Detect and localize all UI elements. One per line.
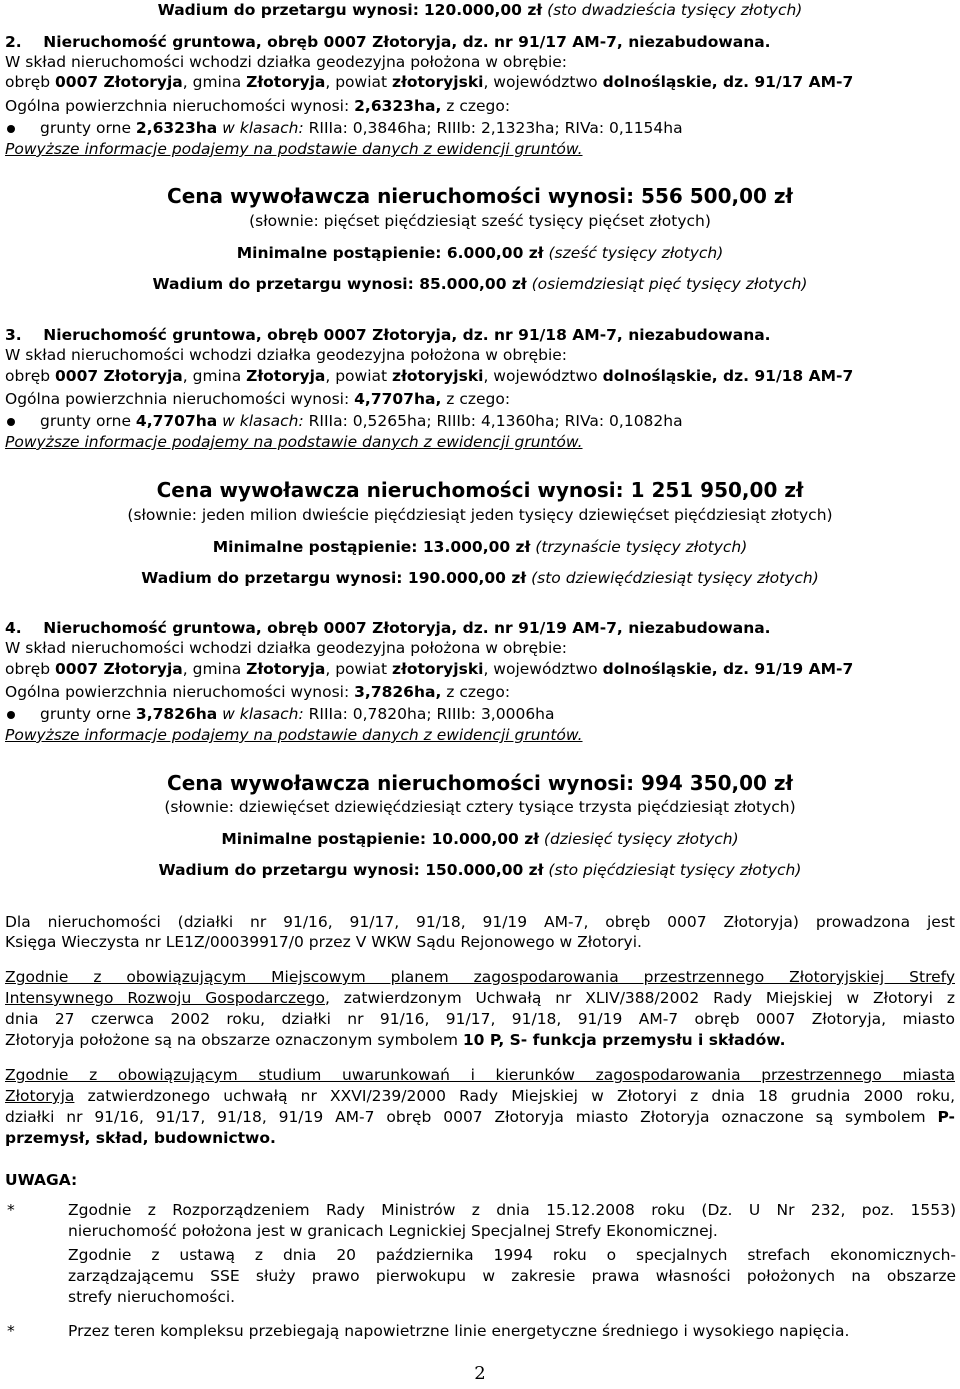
item-intro: W skład nieruchomości wchodzi działka geodezyjna położona w obrębie: (5, 53, 568, 71)
note-line: zarządzającemu SSE służy prawo pierwokupu w zakresie prawa własności położonych na obszarze (68, 1267, 956, 1285)
item-price-words: (słownie: dziewięćset dziewięćdziesiąt cztery tysiące trzysta pięćdziesiąt złotych) (164, 798, 796, 816)
item-intro: W skład nieruchomości wchodzi działka geodezyjna położona w obrębie: (5, 346, 568, 364)
paragraph-line: Złotoryja zatwierdzonego uchwałą nr XXVI/239/2000 Rady Miejskiej w Złotoryi z dnia 18 grudnia 2000 roku, (5, 1087, 955, 1105)
note-line: Zgodnie z ustawą z dnia 20 października 1994 roku o specjalnych strefach ekonomicznych- (68, 1246, 956, 1264)
item-heading: 2. Nieruchomość gruntowa, obręb 0007 Złotoryja, dz. nr 91/17 AM-7, niezabudowana. (5, 33, 771, 51)
paragraph-line: działki nr 91/16, 91/17, 91/18, 91/19 AM-7 obręb 0007 Złotoryja miasto Złotoryja oznaczone są symbolem P- (5, 1108, 955, 1126)
item-wadium: Wadium do przetargu wynosi: 85.000,00 zł (osiemdziesiąt pięć tysięcy złotych) (152, 275, 808, 293)
asterisk-icon: * (7, 1322, 15, 1340)
item-location: obręb 0007 Złotoryja, gmina Złotoryja, powiat złotoryjski, województwo dolnośląskie, dz. 91/19 AM-7 (5, 660, 854, 678)
item-price: Cena wywoławcza nieruchomości wynosi: 994 350,00 zł (167, 771, 793, 795)
paragraph-line: Intensywnego Rozwoju Gospodarczego, zatwierdzonym Uchwałą nr XLIV/388/2002 Rady Miejskiej w Złotoryi z (5, 989, 955, 1007)
paragraph-line: przemysł, skład, budownictwo. (5, 1129, 276, 1147)
item-area: Ogólna powierzchnia nieruchomości wynosi: 4,7707ha, z czego: (5, 390, 511, 408)
item-min-bid: Minimalne postąpienie: 10.000,00 zł (dziesięć tysięcy złotych) (221, 830, 739, 848)
paragraph-line: Księga Wieczysta nr LE1Z/00039917/0 przez V WKW Sądu Rejonowego w Złotoryi. (5, 933, 642, 951)
item-heading: 4. Nieruchomość gruntowa, obręb 0007 Złotoryja, dz. nr 91/19 AM-7, niezabudowana. (5, 619, 771, 637)
paragraph-line: Dla nieruchomości (działki nr 91/16, 91/17, 91/18, 91/19 AM-7, obręb 0007 Złotoryja) prowadzona jest (5, 913, 955, 931)
item-area: Ogólna powierzchnia nieruchomości wynosi: 2,6323ha, z czego: (5, 97, 511, 115)
note-line: strefy nieruchomości. (68, 1288, 236, 1306)
item-source-note: Powyższe informacje podajemy na podstawie danych z ewidencji gruntów. (5, 726, 583, 744)
item-price-words: (słownie: pięćset pięćdziesiąt sześć tysięcy pięćset złotych) (249, 212, 711, 230)
paragraph-line: dnia 27 czerwca 2002 roku, działki nr 91/16, 91/17, 91/18, 91/19 AM-7 obręb 0007 Złotoryja, miasto (5, 1010, 955, 1028)
notes-title: UWAGA: (5, 1171, 78, 1189)
top-wadium-line: Wadium do przetargu wynosi: 120.000,00 zł (sto dwadzieścia tysięcy złotych) (157, 1, 803, 19)
item-location: obręb 0007 Złotoryja, gmina Złotoryja, powiat złotoryjski, województwo dolnośląskie, dz. 91/18 AM-7 (5, 367, 854, 385)
item-classes: grunty orne 3,7826ha w klasach: RIIIa: 0,7820ha; RIIIb: 3,0006ha (40, 705, 555, 723)
item-area: Ogólna powierzchnia nieruchomości wynosi: 3,7826ha, z czego: (5, 683, 511, 701)
item-price: Cena wywoławcza nieruchomości wynosi: 1 251 950,00 zł (156, 478, 804, 502)
note-line: nieruchomość położona jest w granicach Legnickiej Specjalnej Strefy Ekonomicznej. (68, 1222, 718, 1240)
item-intro: W skład nieruchomości wchodzi działka geodezyjna położona w obrębie: (5, 639, 568, 657)
item-min-bid: Minimalne postąpienie: 13.000,00 zł (trzynaście tysięcy złotych) (212, 538, 748, 556)
page-number: 2 (474, 1363, 486, 1384)
item-min-bid: Minimalne postąpienie: 6.000,00 zł (sześć tysięcy złotych) (236, 244, 724, 262)
bullet-icon (7, 418, 15, 426)
note-line: Zgodnie z Rozporządzeniem Rady Ministrów z dnia 15.12.2008 roku (Dz. U Nr 232, poz. 1553) (68, 1201, 956, 1219)
item-wadium: Wadium do przetargu wynosi: 150.000,00 zł (sto pięćdziesiąt tysięcy złotych) (158, 861, 802, 879)
item-source-note: Powyższe informacje podajemy na podstawie danych z ewidencji gruntów. (5, 433, 583, 451)
item-price: Cena wywoławcza nieruchomości wynosi: 556 500,00 zł (167, 184, 793, 208)
item-location: obręb 0007 Złotoryja, gmina Złotoryja, powiat złotoryjski, województwo dolnośląskie, dz. 91/17 AM-7 (5, 73, 854, 91)
item-source-note: Powyższe informacje podajemy na podstawie danych z ewidencji gruntów. (5, 140, 583, 158)
item-wadium: Wadium do przetargu wynosi: 190.000,00 zł (sto dziewięćdziesiąt tysięcy złotych) (141, 569, 819, 587)
item-classes: grunty orne 4,7707ha w klasach: RIIIa: 0,5265ha; RIIIb: 4,1360ha; RIVa: 0,1082ha (40, 412, 683, 430)
item-classes: grunty orne 2,6323ha w klasach: RIIIa: 0,3846ha; RIIIb: 2,1323ha; RIVa: 0,1154ha (40, 119, 683, 137)
item-heading: 3. Nieruchomość gruntowa, obręb 0007 Złotoryja, dz. nr 91/18 AM-7, niezabudowana. (5, 326, 771, 344)
bullet-icon (7, 711, 15, 719)
note-line: Przez teren kompleksu przebiegają napowietrzne linie energetyczne średniego i wysokiego napięcia. (68, 1322, 850, 1340)
paragraph-line: Złotoryja położone są na obszarze oznaczonym symbolem 10 P, S- funkcja przemysłu i składów. (5, 1031, 786, 1049)
paragraph-line: Zgodnie z obowiązującym studium uwarunkowań i kierunków zagospodarowania przestrzennego miasta (5, 1066, 955, 1084)
item-price-words: (słownie: jeden milion dwieście pięćdziesiąt jeden tysięcy dziewięćset pięćdziesiąt złotych) (127, 506, 833, 524)
bullet-icon (7, 125, 15, 133)
paragraph-line: Zgodnie z obowiązującym Miejscowym planem zagospodarowania przestrzennego Złotoryjskiej Strefy (5, 968, 955, 986)
asterisk-icon: * (7, 1201, 15, 1219)
